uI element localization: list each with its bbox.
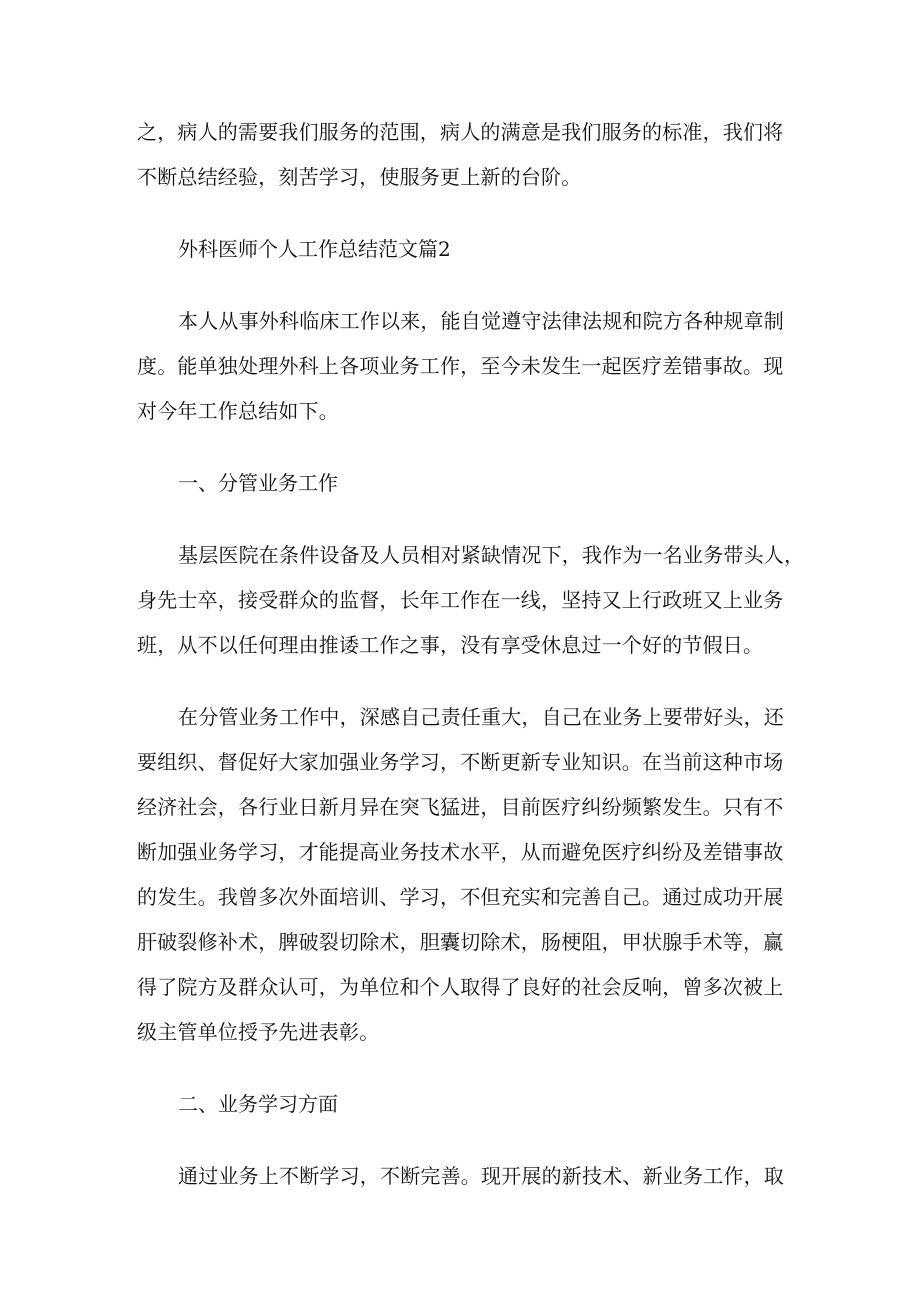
paragraph-study — [137, 1154, 783, 1199]
text-line: 肝破裂修补术，脾破裂切除术，胆囊切除术，肠梗阻，甲状腺手术等，赢 — [137, 930, 784, 954]
text-line: 得了院方及群众认可，为单位和个人取得了良好的社会反响，曾多次被上 — [137, 975, 784, 999]
document-page — [137, 110, 805, 1226]
paragraph-management — [137, 695, 783, 1055]
section-heading-1: 一、分管业务工作 — [178, 471, 338, 495]
text-line: 对今年工作总结如下。 — [137, 399, 339, 423]
paragraph-continuation — [137, 110, 783, 200]
text-line: 要组织、督促好大家加强业务学习，不断更新专业知识。在当前这种市场 — [137, 750, 784, 774]
text-line: 通过业务上不断学习，不断完善。现开展的新技术、新业务工作，取 — [178, 1164, 784, 1188]
text-line: 的发生。我曾多次外面培训、学习，不但充实和完善自己。通过成功开展 — [137, 885, 784, 909]
text-line: 在分管业务工作中，深感自己责任重大，自己在业务上要带好头，还 — [178, 705, 784, 729]
text-line: 断加强业务学习，才能提高业务技术水平，从而避免医疗纠纷及差错事故 — [137, 840, 784, 864]
text-line: 度。能单独处理外科上各项业务工作，至今未发生一起医疗差错事故。现 — [137, 354, 784, 378]
section-title: 外科医师个人工作总结范文篇2 — [178, 237, 451, 261]
text-line: 级主管单位授予先进表彰。 — [137, 1020, 380, 1044]
text-line: 本人从事外科临床工作以来，能自觉遵守法律法规和院方各种规章制 — [178, 309, 784, 333]
text-line: 不断总结经验，刻苦学习，使服务更上新的台阶。 — [137, 165, 582, 189]
paragraph-intro — [137, 299, 783, 434]
text-line: 之，病人的需要我们服务的范围，病人的满意是我们服务的标准，我们将 — [137, 120, 784, 144]
paragraph-duties — [137, 533, 805, 668]
section-heading-2: 二、业务学习方面 — [178, 1092, 338, 1116]
text-line: 经济社会，各行业日新月异在突飞猛进，目前医疗纠纷频繁发生。只有不 — [137, 795, 784, 819]
text-line: 班，从不以任何理由推诿工作之事，没有享受休息过一个好的节假日。 — [137, 633, 764, 657]
text-line: 身先士卒，接受群众的监督，长年工作在一线，坚持又上行政班又上业务 — [137, 588, 784, 612]
text-line: 基层医院在条件设备及人员相对紧缺情况下，我作为一名业务带头人， — [178, 543, 805, 567]
